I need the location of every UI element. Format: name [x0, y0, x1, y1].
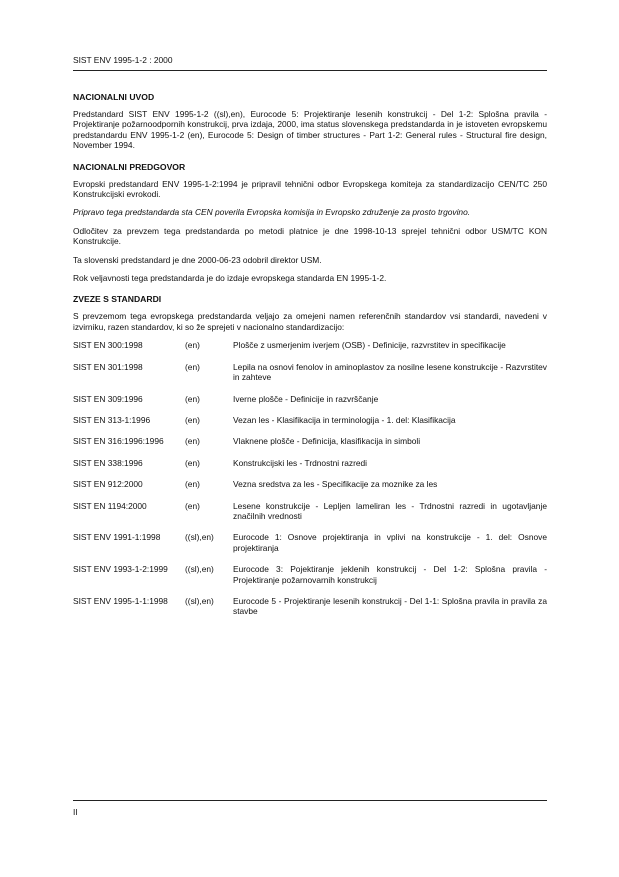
standard-code: SIST EN 309:1996: [73, 393, 143, 404]
predgovor-paragraph-2: Pripravo tega predstandarda sta CEN poverila Evropska komisija in Evropsko združenje za prosto trgovino.: [73, 207, 471, 218]
page-footer: [73, 800, 547, 818]
standard-title: Plošče z usmerjenim iverjem (OSB) - Definicije, razvrstitev in specifikacije: [233, 340, 506, 351]
page-header: [73, 55, 547, 71]
standard-title: Eurocode 1: Osnove projektiranja in vplivi na konstrukcije - 1. del: Osnove projektiranja: [233, 532, 547, 553]
standard-language: (en): [185, 436, 200, 447]
standard-title: Konstrukcijski les - Trdnostni razredi: [233, 457, 368, 468]
heading-zveze-s-standardi: ZVEZE S STANDARDI: [73, 294, 162, 305]
standard-language: ((sl),en): [185, 595, 214, 606]
standard-language: (en): [185, 479, 200, 490]
standard-code: SIST EN 338:1996: [73, 457, 143, 468]
heading-nacionalni-uvod: NACIONALNI UVOD: [73, 92, 155, 102]
standard-language: ((sl),en): [185, 532, 214, 543]
standard-title: Lesene konstrukcije - Lepljen lameliran les - Trdnostni razredi in ugotavljanje značilnih vrednosti: [233, 500, 547, 521]
heading-nacionalni-predgovor: NACIONALNI PREDGOVOR: [73, 161, 186, 172]
uvod-paragraph: Predstandard SIST ENV 1995-1-2 ((sl),en), Eurocode 5: Projektiranje lesenih konstrukcij - Del 1-2: Splošna pravila - Projektiranje požarnoodpornih konstrukcij, prva izdaja, 2000, ima status slovenskega predstandarda in je istoveten evropskemu predstandardu ENV 1995-1-2 (en), Eurocode 5: Design of timber structures - Part 1-2: General rules - Structural fire design, November 1994.: [73, 109, 547, 151]
table-row: [73, 436, 547, 457]
standard-code: SIST ENV 1993-1-2:1999: [73, 564, 168, 575]
standard-code: SIST EN 1194:2000: [73, 500, 147, 511]
standard-title: Eurocode 3: Pojektiranje jeklenih konstrukcij - Del 1-2: Splošna pravila - Projektiranje požarnovarnih konstrukcij: [233, 564, 547, 585]
standard-code: SIST EN 313-1:1996: [73, 414, 151, 425]
standard-language: ((sl),en): [185, 564, 214, 575]
page-number: II: [73, 807, 78, 817]
table-row: [73, 415, 547, 436]
table-row: [73, 501, 547, 533]
table-row: [73, 394, 547, 415]
standard-title: Iverne plošče - Definicije in razvrščanje: [233, 393, 379, 404]
table-row: [73, 596, 547, 628]
standard-title: Vezna sredstva za les - Specifikacije za moznike za les: [233, 479, 438, 490]
table-row: [73, 479, 547, 500]
table-row: [73, 362, 547, 394]
table-row: [73, 340, 547, 361]
standard-language: (en): [185, 457, 200, 468]
standard-language: (en): [185, 414, 200, 425]
zveze-intro: S prevzemom tega evropskega predstandarda veljajo za omejeni namen referenčnih standardov vsi standardi, navedeni v izvirniku, razen standardov, ki so že sprejeti v nacionalno standardizacijo:: [73, 311, 547, 332]
document-body: [73, 92, 547, 628]
predgovor-paragraph-1: Evropski predstandard ENV 1995-1-2:1994 je pripravil tehnični odbor Evropskega komiteja za standardizacijo CEN/TC 250 Konstrukcijski evrokodi.: [73, 178, 547, 200]
standards-table: [73, 340, 547, 628]
standard-code: SIST EN 300:1998: [73, 340, 143, 351]
standard-language: (en): [185, 500, 200, 511]
standard-code: SIST ENV 1995-1-1:1998: [73, 595, 168, 606]
standard-code: SIST EN 912:2000: [73, 479, 143, 490]
standard-language: (en): [185, 340, 200, 351]
document-id: SIST ENV 1995-1-2 : 2000: [73, 55, 173, 65]
standard-code: SIST EN 301:1998: [73, 361, 143, 372]
table-row: [73, 458, 547, 479]
standard-title: Lepila na osnovi fenolov in aminoplastov za nosilne lesene konstrukcije - Razvrstitev in zahteve: [233, 361, 547, 383]
standard-title: Eurocode 5 - Projektiranje lesenih konstrukcij - Del 1-1: Splošna pravila in pravila za stavbe: [233, 595, 547, 617]
standard-code: SIST EN 316:1996:1996: [73, 436, 164, 447]
standard-language: (en): [185, 361, 200, 372]
standard-title: Vezan les - Klasifikacija in terminologija - 1. del: Klasifikacija: [233, 414, 456, 425]
table-row: [73, 532, 547, 564]
standard-title: Vlaknene plošče - Definicija, klasifikacija in simboli: [233, 436, 421, 447]
predgovor-paragraph-5: Rok veljavnosti tega predstandarda je do izdaje evropskega standarda EN 1995-1-2.: [73, 273, 387, 284]
predgovor-paragraph-3: Odločitev za prevzem tega predstandarda po metodi platnice je dne 1998-10-13 sprejel tehnični odbor USM/TC KON Konstrukcije.: [73, 225, 547, 247]
standard-language: (en): [185, 393, 200, 404]
table-row: [73, 564, 547, 596]
standard-code: SIST ENV 1991-1:1998: [73, 532, 161, 543]
predgovor-paragraph-4: Ta slovenski predstandard je dne 2000-06-23 odobril direktor USM.: [73, 254, 322, 265]
